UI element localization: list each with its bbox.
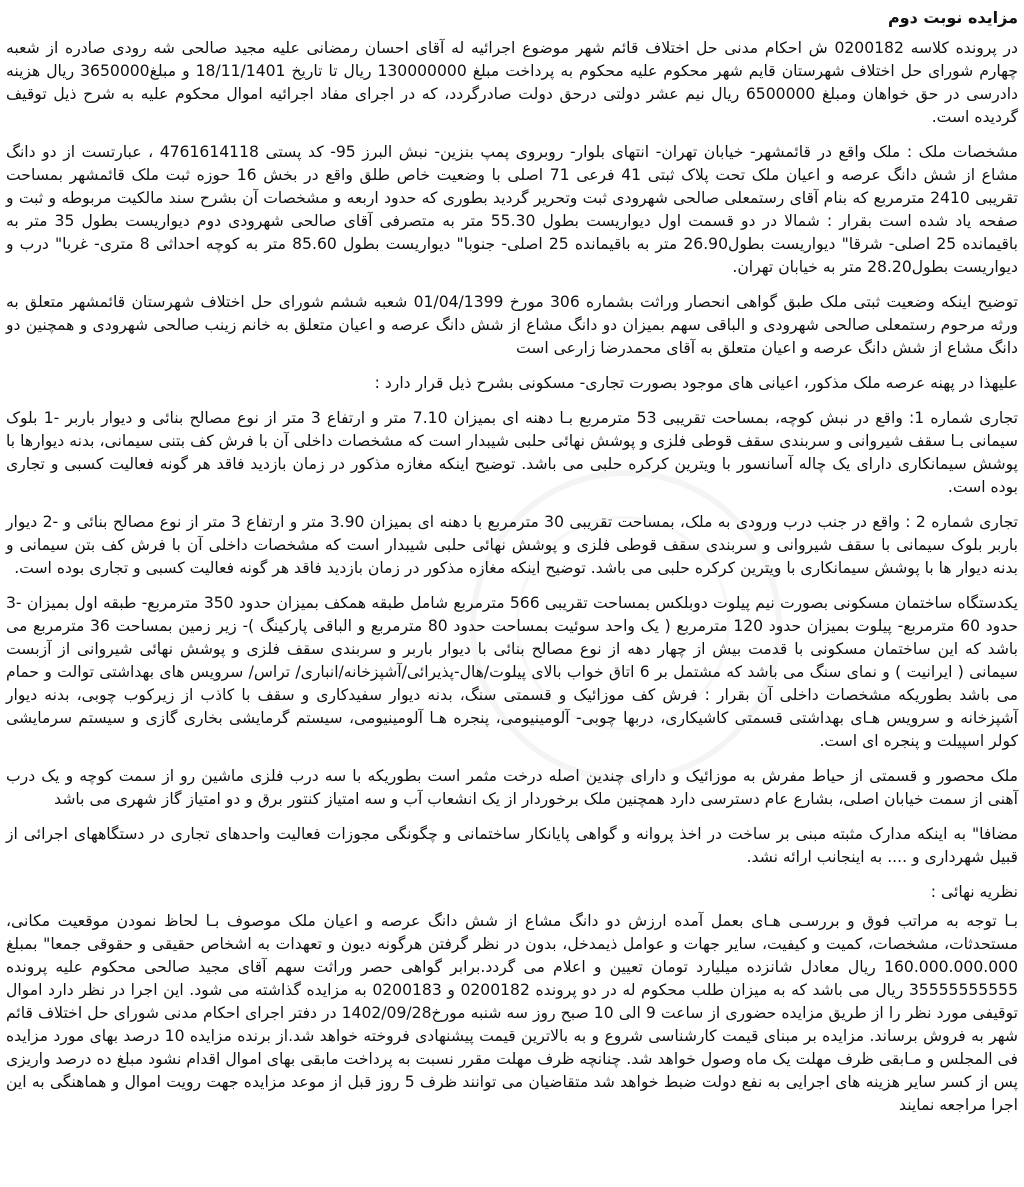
final-opinion-heading: نظریه نهائی : xyxy=(930,883,1018,901)
paragraph-commercial-unit-1: تجاری شماره 1: واقع در نبش کوچه، بمساحت تقریبی 53 مترمربع بـا دهنه ای بمیزان 7.10 متر و ارتفاع 3 متر از نوع مصالح بنائی و دیوار باربر -1 بلوک سیمانی بـا سقف شیروانی و سربندی سقف قوطی فلزی و پوشش نهائی حلبی شیبدار است که مشخصات داخلی آن با فرش کف بتنی سیمانی، بدنه دیوارها با پوشش سیمانکاری دارای یک چاله آسانسور با ویترین کرکره حلبی می باشد. توضیح اینکه مغازه مذکور در زمان بازدید فاقد هر گونه فعالیت کسبی و تجاری بوده است. xyxy=(6,409,1018,496)
paragraph-yard-utilities: ملک محصور و قسمتی از حیاط مفرش به موزائیک و دارای چندین اصله درخت مثمر است بطوریکه با سه درب فلزی ماشین رو از سمت کوچه و یک درب آهنی از سمت خیابان اصلی، بشارع عام دسترسی دارد همچنین ملک برخوردار از یک انشعاب آب و سه امتیاز کنتور برق و دو امتیاز گاز شهری می باشد xyxy=(6,767,1018,808)
paragraph-registration-status: توضیح اینکه وضعیت ثبتی ملک طبق گواهی انحصار وراثت بشماره 306 مورخ 01/04/1399 شعبه ششم شورای حل اختلاف شهرستان قائمشهر متعلق به ورثه مرحوم رستمعلی صالحی شهرودی و الباقی سهم بمیزان دو دانگ مشاع از شش دانگ عرصه و اعیان متعلق به خانم زینب صالحی شهرودی و همچنین دو دانگ مشاع از شش دانگ عرصه و اعیان متعلق به آقای محمدرضا زارعی است xyxy=(6,293,1019,357)
paragraph-residential-building: یکدستگاه ساختمان مسکونی بصورت نیم پیلوت دوبلکس بمساحت تقریبی 566 مترمربع شامل طبقه همکف بمیزان حدود 350 مترمربع- طبقه اول بمیزان -3 حدود 60 مترمربع- پیلوت بمیزان حدود 120 مترمربع ( یک واحد سوئیت بمساحت حدود 80 مترمربع و الباقی پارکینگ )- زیر زمین بمساحت 36 مترمربع می باشد که این ساختمان مسکونی با قدمت بیش از چهار دهه از نوع مصالح بنائی با دیوار باربر و سربندی سقف فلزی و پوشش نهائی شیروانی از آزبست سیمانی ( ایرانیت ) و نمای سنگ می باشد که مشتمل بر 6 اتاق خواب بالای پیلوت/هال-پذیرائی/آشپزخانه/انباری/ تراس/ سرویس های بهداشتی توالت و حمام می باشد بطوریکه مشخصات داخلی آن بقرار : فرش کف موزائیک و قسمتی سنگ، بدنه دیوار سفیدکاری و سقف با کاذب از زیرکوب چوبی، بدنه دیوار آشپزخانه و سرویس هـای بهداشتی قسمتی کاشیکاری، دربها چوبی- آلومینیومی، پنجره هـا آلومینیومی، سیستم گرمایشی بخاری گازی و سیستم سرمایشی کولر اسپیلت و پنجره ای است. xyxy=(6,594,1018,750)
paragraph-property-specs: مشخصات ملک : ملک واقع در قائمشهر- خیابان تهران- انتهای بلوار- روبروی پمپ بنزین- نبش البرز 95- کد پستی 4761614118 ، عبارتست از دو دانگ مشاع از شش دانگ عرصه و اعیان ملک تحت پلاک ثبتی 41 فرعی 71 اصلی با وضعیت خاص طلق واقع در بخش 16 حوزه ثبت ملک قائمشهر بمساحت تقریبی 2410 مترمربع که بنام آقای رستمعلی صالحی شهرودی ثبت وتحریر گردید بطوری که حدود اربعه و مشخصات آن بشرح سند مالکیت مربوطه و ثبت و صفحه یاد شده است بقرار : شمالا در دو قسمت اول دیواریست بطول 55.30 متر به متصرفی آقای صالحی شهرودی دوم دیواریست بطول 35 متر به باقیمانده 25 اصلی- شرقا" دیواریست بطول26.90 متر به باقیمانده 25 اصلی- جنوبا" دیواریست بطول 85.60 متر به کوچه احداثی 8 متری- غربا" درب و دیواریست بطول28.20 متر به خیابان تهران. xyxy=(6,143,1019,276)
paragraph-buildings-intro: علیهذا در پهنه عرصه ملک مذکور، اعیانی های موجود بصورت تجاری- مسکونی بشرح ذیل قرار دارد : xyxy=(374,374,1018,392)
paragraph-permits-note: مضافا" به اینکه مدارک مثبته مبنی بر ساخت در اخذ پروانه و گواهی پایانکار ساختمانی و چگونگی مجوزات فعالیت واحدهای تجاری در دستگاههای اجرائی از قبیل شهرداری و .... به اینجانب ارائه نشد. xyxy=(6,825,1018,866)
paragraph-case-intro: در پرونده کلاسه 0200182 ش احکام مدنی حل اختلاف قائم شهر موضوع اجرائیه له آقای احسان رمضانی علیه مجید صالحی شه رودی صادره از شعبه چهارم شورای حل اختلاف شهرستان قایم شهر محکوم علیه محکوم به پرداخت مبلغ 130000000 ریال تا تاریخ 18/11/1401 و مبلغ3650000 ریال هزینه دادرسی در حق خواهان ومبلغ 6500000 ریال نیم عشر دولتی درحق دولت صادرگردد، که در اجرای مفاد اجرائیه اموال محکوم علیه به شرح ذیل توقیف گردیده است. xyxy=(6,39,1018,126)
paragraph-commercial-unit-2: تجاری شماره 2 : واقع در جنب درب ورودی به ملک، بمساحت تقریبی 30 مترمربع با دهنه ای بمیزان 3.90 متر و ارتفاع 3 متر از نوع مصالح بنائی و -2 دیوار باربر بلوک سیمانی با سقف شیروانی و سربندی سقف قوطی فلزی و پوشش نهائی حلبی شیبدار است که مشخصات داخلی آن با فرش کف بتن سیمانی و بدنه دیوار ها با پوشش سیمانکاری با ویترین کرکره حلبی می باشد. توضیح اینکه مغازه مذکور در زمان بازدید فاقد هر گونه فعالیت کسبی و تجاری بوده است. xyxy=(6,513,1018,577)
notice-title: مزایده نوبت دوم xyxy=(887,8,1018,27)
paragraph-final-opinion: بـا توجه به مراتب فوق و بررسـی هـای بعمل آمده ارزش دو دانگ مشاع از شش دانگ عرصه و اعیان ملک موصوف بـا لحاظ نمودن موقعیت مکانی، مستحدثات، مشخصات، کمیت و کیفیت، سایر جهات و عوامل ذیمدخل، بدون در نظر گرفتن هرگونه دیون و تعهدات به اشخاص حقیقی و حقوقی جمعا" بمبلغ 160.000.000.000 ریال معادل شانزده میلیارد تومان تعیین و اعلام می گردد.برابر گواهی حصر وراثت سهم آقای مجید صالحی محکوم علیه پرونده 35555555555 ریال می باشد که به میزان طلب محکوم له در دو پرونده 0200182 و 0200183 به مزایده گذاشته می شود. این اجرا در نظر دارد اموال توقیفی مورد نظر را از طریق مزایده حضوری از ساعت 9 الی 10 صبح روز سه شنبه مورخ1402/09/28 در دفتر اجرای احکام مدنی شورای حل اختلاف قائم شهر به فروش برساند. مزایده بر مبنای قیمت کارشناسی شروع و به بالاترین قیمت پیشنهادی فروخته خواهد شد.از برنده مزایده 10 درصد بهای مورد مزایده فی المجلس و مـابقی ظرف مهلت یک ماه وصول خواهد شد. چنانچه ظرف مهلت مقرر نسبت به پرداخت مابقی بهای اموال اقدام نشود مبلغ ده درصد واریزی پس از کسر سایر هزینه های اجرایی به نفع دولت ضبط خواهد شد متقاضیان می توانند ظرف 5 روز قبل از موعد مزایده جهت رویت اموال و هماهنگی به این اجرا مراجعه نمایند xyxy=(6,912,1019,1114)
auction-notice-document xyxy=(6,4,1018,1129)
